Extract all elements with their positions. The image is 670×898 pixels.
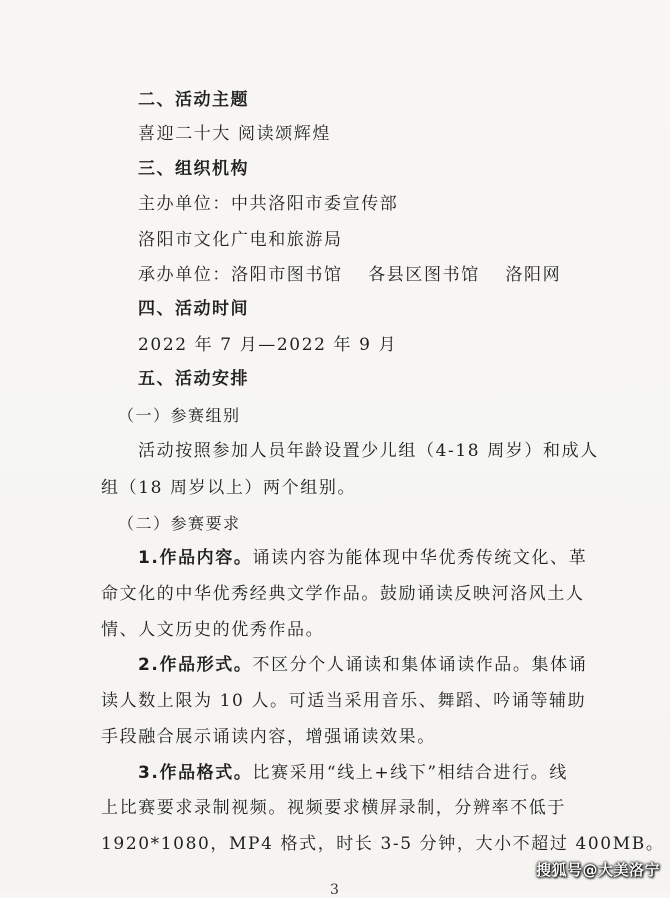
host-unit-line-2: 洛阳市文化广电和旅游局 bbox=[138, 230, 343, 250]
watermark bbox=[536, 856, 660, 882]
form-requirement-lead: 2.作品形式。 bbox=[138, 655, 253, 675]
format-requirement-lead: 3.作品格式。 bbox=[138, 763, 253, 783]
groups-paragraph-line-2: 组（18 周岁以上）两个组别。 bbox=[101, 478, 357, 498]
subheading-requirements: （二）参赛要求 bbox=[118, 514, 241, 533]
content-requirement-text: 诵读内容为能体现中华优秀传统文化、革 bbox=[252, 548, 588, 568]
format-requirement-line-1 bbox=[138, 762, 568, 784]
form-requirement-line-1 bbox=[138, 654, 587, 676]
organizer-line: 承办单位：洛阳市图书馆 各县区图书馆 洛阳网 bbox=[138, 265, 562, 285]
time-text: 2022 年 7 月—2022 年 9 月 bbox=[138, 335, 398, 355]
form-requirement-line-3: 手段融合展示诵读内容，增强诵读效果。 bbox=[101, 727, 436, 747]
theme-text: 喜迎二十大 阅读颂辉煌 bbox=[138, 124, 332, 144]
content-requirement-line-1 bbox=[138, 547, 587, 569]
format-requirement-text: 比赛采用“线上+线下”相结合进行。线 bbox=[252, 763, 568, 783]
host-unit-line: 主办单位：中共洛阳市委宣传部 bbox=[138, 194, 399, 214]
format-requirement-line-3: 1920*1080，MP4 格式，时长 3-5 分钟，大小不超过 400MB。 bbox=[101, 834, 665, 854]
section-heading-organization: 三、组织机构 bbox=[138, 159, 249, 179]
groups-paragraph-line-1: 活动按照参加人员年龄设置少儿组（4-18 周岁）和成人 bbox=[138, 441, 599, 461]
watermark-text: 搜狐号@大美洛宁 bbox=[535, 860, 660, 879]
section-heading-theme: 二、活动主题 bbox=[138, 90, 249, 110]
section-heading-arrangement: 五、活动安排 bbox=[138, 369, 249, 389]
form-requirement-line-2: 读人数上限为 10 人。可适当采用音乐、舞蹈、吟诵等辅助 bbox=[101, 691, 587, 711]
format-requirement-line-2: 上比赛要求录制视频。视频要求横屏录制，分辨率不低于 bbox=[101, 798, 566, 818]
form-requirement-text: 不区分个人诵读和集体诵读作品。集体诵 bbox=[252, 655, 588, 675]
content-requirement-line-2: 命文化的中华优秀经典文学作品。鼓励诵读反映河洛风土人 bbox=[101, 584, 585, 604]
page-number: 3 bbox=[330, 882, 339, 898]
section-heading-time: 四、活动时间 bbox=[138, 299, 249, 319]
content-requirement-lead: 1.作品内容。 bbox=[138, 548, 253, 568]
content-requirement-line-3: 情、人文历史的优秀作品。 bbox=[101, 620, 325, 640]
subheading-groups: （一）参赛组别 bbox=[118, 406, 241, 425]
